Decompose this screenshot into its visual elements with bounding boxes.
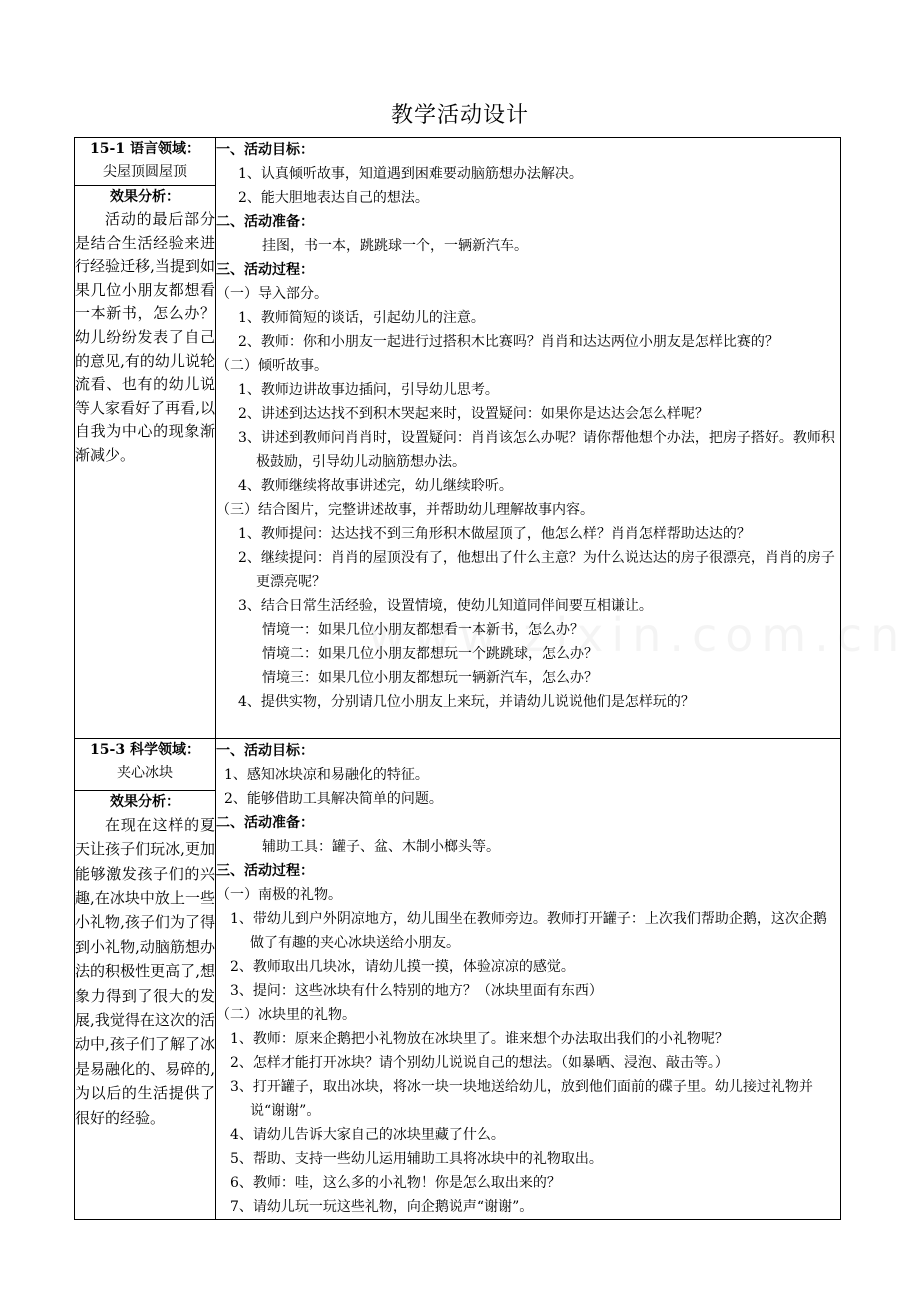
- activity-2-prep-text: 辅助工具：罐子、盆、木制小榔头等。: [262, 839, 500, 855]
- activity-2-effect-heading: 效果分析：: [110, 793, 180, 810]
- activity-2-step-1-1: 1、带幼儿到户外阴凉地方，幼儿围坐在教师旁边。教师打开罐子：上次我们帮助企鹅，这次企鹅做了有趣的夹心冰块送给小朋友。: [230, 911, 827, 951]
- activity-1-part-3: （三）结合图片，完整讲述故事，并帮助幼儿理解故事内容。: [216, 502, 594, 518]
- activity-2-goals-heading: 一、活动目标：: [216, 743, 314, 759]
- activity-1-step-1-2: 2、教师：你和小朋友一起进行过搭积木比赛吗？肖肖和达达两位小朋友是怎样比赛的？: [238, 334, 779, 350]
- activity-1-domain-cell: [75, 138, 216, 186]
- activity-2-process-heading: 三、活动过程：: [216, 863, 314, 879]
- activity-2-name: 夹心冰块: [117, 765, 173, 781]
- activity-1-step-3-1: 1、教师提问：达达找不到三角形积木做屋顶了，他怎么样？肖肖怎样帮助达达的？: [238, 526, 751, 542]
- activity-2-step-1-2: 2、教师取出几块冰，请幼儿摸一摸，体验凉凉的感觉。: [230, 959, 575, 975]
- activity-2-content: [216, 739, 841, 1220]
- activity-1-step-1-1: 1、教师简短的谈话，引起幼儿的注意。: [238, 310, 485, 326]
- activity-2-goal-1: 1、感知冰块凉和易融化的特征。: [224, 767, 429, 783]
- activity-2-domain: 15-3 科学领域：: [90, 742, 200, 758]
- activity-2-part-2: （二）冰块里的礼物。: [216, 1007, 356, 1023]
- activity-1-domain: 15-1 语言领域：: [90, 141, 200, 157]
- activity-2-step-1-3: 3、提问：这些冰块有什么特别的地方？（冰块里面有东西）: [230, 983, 603, 999]
- activity-2-step-2-6: 6、教师：哇，这么多的小礼物！你是怎么取出来的？: [230, 1175, 561, 1191]
- activity-1-effect-text: 活动的最后部分是结合生活经验来进行经验迁移,当提到如果几位小朋友都想看一本新书，怎么办？幼儿纷纷发表了自己的意见,有的幼儿说轮流看、也有的幼儿说等人家看好了再看,以自我为中心的现象渐渐减少。: [75, 210, 215, 464]
- activity-2-step-2-4: 4、请幼儿告诉大家自己的冰块里藏了什么。: [230, 1127, 505, 1143]
- activity-1-step-2-3: 3、讲述到教师问肖肖时，设置疑问：肖肖该怎么办呢？请你帮他想个办法，把房子搭好。教师积极鼓励，引导幼儿动脑筋想办法。: [238, 430, 835, 470]
- activity-1-effect-heading: 效果分析：: [110, 189, 180, 205]
- activity-2-goal-2: 2、能够借助工具解决简单的问题。: [224, 791, 443, 807]
- activity-2-step-2-7: 7、请幼儿玩一玩这些礼物，向企鹅说声“谢谢”。: [230, 1199, 534, 1215]
- activity-2-step-2-3: 3、打开罐子，取出冰块，将冰一块一块地送给幼儿，放到他们面前的碟子里。幼儿接过礼物并说“谢谢”。: [230, 1079, 813, 1119]
- activity-1-step-2-2: 2、讲述到达达找不到积木哭起来时，设置疑问：如果你是达达会怎么样呢？: [238, 406, 709, 422]
- activity-1-scenario-3: 情境三：如果几位小朋友都想玩一辆新汽车，怎么办？: [262, 670, 598, 686]
- activity-1-name: 尖屋顶圆屋顶: [103, 164, 187, 180]
- activity-2-domain-cell: [75, 739, 216, 791]
- activity-2-step-2-1: 1、教师：原来企鹅把小礼物放在冰块里了。谁来想个办法取出我们的小礼物呢？: [230, 1031, 729, 1047]
- activity-1-step-3-2: 2、继续提问：肖肖的屋顶没有了，他想出了什么主意？为什么说达达的房子很漂亮，肖肖的房子更漂亮呢？: [238, 550, 835, 590]
- activity-2-header-row: [75, 739, 841, 791]
- activity-1-prep-text: 挂图，书一本，跳跳球一个，一辆新汽车。: [262, 238, 528, 254]
- activity-2-effect-cell: [75, 790, 216, 1219]
- activity-1-process-heading: 三、活动过程：: [216, 262, 314, 278]
- activity-1-prep-heading: 二、活动准备：: [216, 214, 314, 230]
- activity-1-effect-cell: [75, 186, 216, 739]
- activity-2-step-2-2: 2、怎样才能打开冰块？请个别幼儿说说自己的想法。（如暴晒、浸泡、敲击等。）: [230, 1055, 729, 1071]
- activity-1-step-2-1: 1、教师边讲故事边插问，引导幼儿思考。: [238, 382, 499, 398]
- activity-1-step-3-4: 4、提供实物，分别请几位小朋友上来玩，并请幼儿说说他们是怎样玩的？: [238, 694, 695, 710]
- activity-2-step-2-5: 5、帮助、支持一些幼儿运用辅助工具将冰块中的礼物取出。: [230, 1151, 603, 1167]
- activity-1-step-2-4: 4、教师继续将故事讲述完，幼儿继续聆听。: [238, 478, 513, 494]
- activity-2-effect-text: 在现在这样的夏天让孩子们玩冰,更加能够激发孩子们的兴趣,在冰块中放上一些小礼物,孩子们为了得到小礼物,动脑筋想办法的积极性更高了,想象力得到了很大的发展,我觉得在这次的活动中,孩子们了解了冰是易融化的、易碎的,为以后的生活提供了很好的经验。: [75, 815, 215, 1127]
- activity-1-goals-heading: 一、活动目标：: [216, 142, 314, 158]
- watermark: [368, 608, 907, 662]
- activity-2-part-1: （一）南极的礼物。: [216, 887, 342, 903]
- activity-1-scenario-1: 情境一：如果几位小朋友都想看一本新书，怎么办？: [262, 622, 584, 638]
- lesson-plan-table: [74, 137, 841, 1220]
- activity-1-scenario-2: 情境二：如果几位小朋友都想玩一个跳跳球，怎么办？: [262, 646, 598, 662]
- activity-1-goal-2: 2、能大胆地表达自己的想法。: [238, 190, 429, 206]
- activity-1-goal-1: 1、认真倾听故事，知道遇到困难要动脑筋想办法解决。: [238, 166, 583, 182]
- activity-1-header-row: [75, 138, 841, 186]
- activity-1-step-3-3: 3、结合日常生活经验，设置情境，使幼儿知道同伴间要互相谦让。: [238, 598, 653, 614]
- activity-2-prep-heading: 二、活动准备：: [216, 815, 314, 831]
- activity-1-part-2: （二）倾听故事。: [216, 358, 328, 374]
- page-title: 教学活动设计: [390, 103, 529, 128]
- activity-1-part-1: （一）导入部分。: [216, 286, 328, 302]
